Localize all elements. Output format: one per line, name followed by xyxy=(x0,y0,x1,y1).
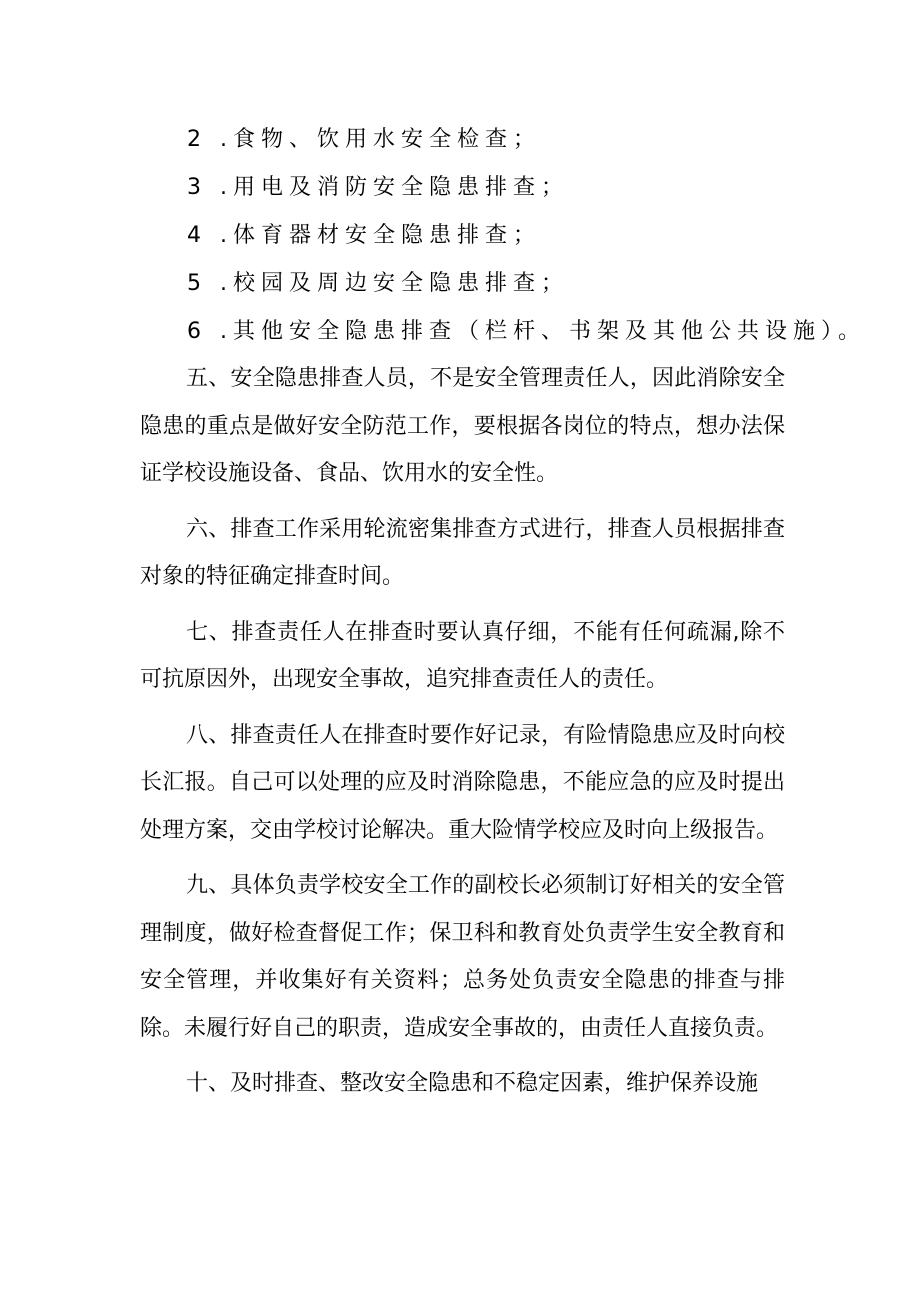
inspection-list xyxy=(187,116,866,356)
paragraph-6: 六、排查工作采用轮流密集排查方式进行，排查人员根据排查对象的特征确定排查时间。 xyxy=(140,516,785,589)
list-item: 6 .其他安全隐患排查（栏杆、书架及其他公共设施）。 xyxy=(187,319,866,344)
body-paragraphs xyxy=(140,355,785,1116)
paragraph-9: 九、具体负责学校安全工作的副校长必须制订好相关的安全管理制度，做好检查督促工作；保卫科和教育处负责学生安全教育和安全管理，并收集好有关资料；总务处负责安全隐患的排查与排除。未履行好自己的职责，造成安全事故的，由责任人直接负责。 xyxy=(140,873,785,1041)
list-item: 2 .食物、饮用水安全检查； xyxy=(187,127,541,152)
list-item: 3 .用电及消防安全隐患排查； xyxy=(187,175,569,200)
paragraph-5: 五、安全隐患排查人员，不是安全管理责任人，因此消除安全隐患的重点是做好安全防范工作，要根据各岗位的特点，想办法保证学校设施设备、食品、饮用水的安全性。 xyxy=(140,366,785,486)
paragraph-10: 十、及时排查、整改安全隐患和不稳定因素，维护保养设施 xyxy=(186,1071,759,1096)
paragraph-7: 七、排查责任人在排查时要认真仔细，不能有任何疏漏,除不可抗原因外，出现安全事故，追究排查责任人的责任。 xyxy=(140,619,785,692)
list-item: 4 .体育器材安全隐患排查； xyxy=(187,223,541,248)
paragraph-8: 八、排查责任人在排查时要作好记录，有险情隐患应及时向校长汇报。自己可以处理的应及时消除隐患，不能应急的应及时提出处理方案，交由学校讨论解决。重大险情学校应及时向上级报告。 xyxy=(140,722,785,843)
list-item: 5 .校园及周边安全隐患排查； xyxy=(187,271,569,296)
